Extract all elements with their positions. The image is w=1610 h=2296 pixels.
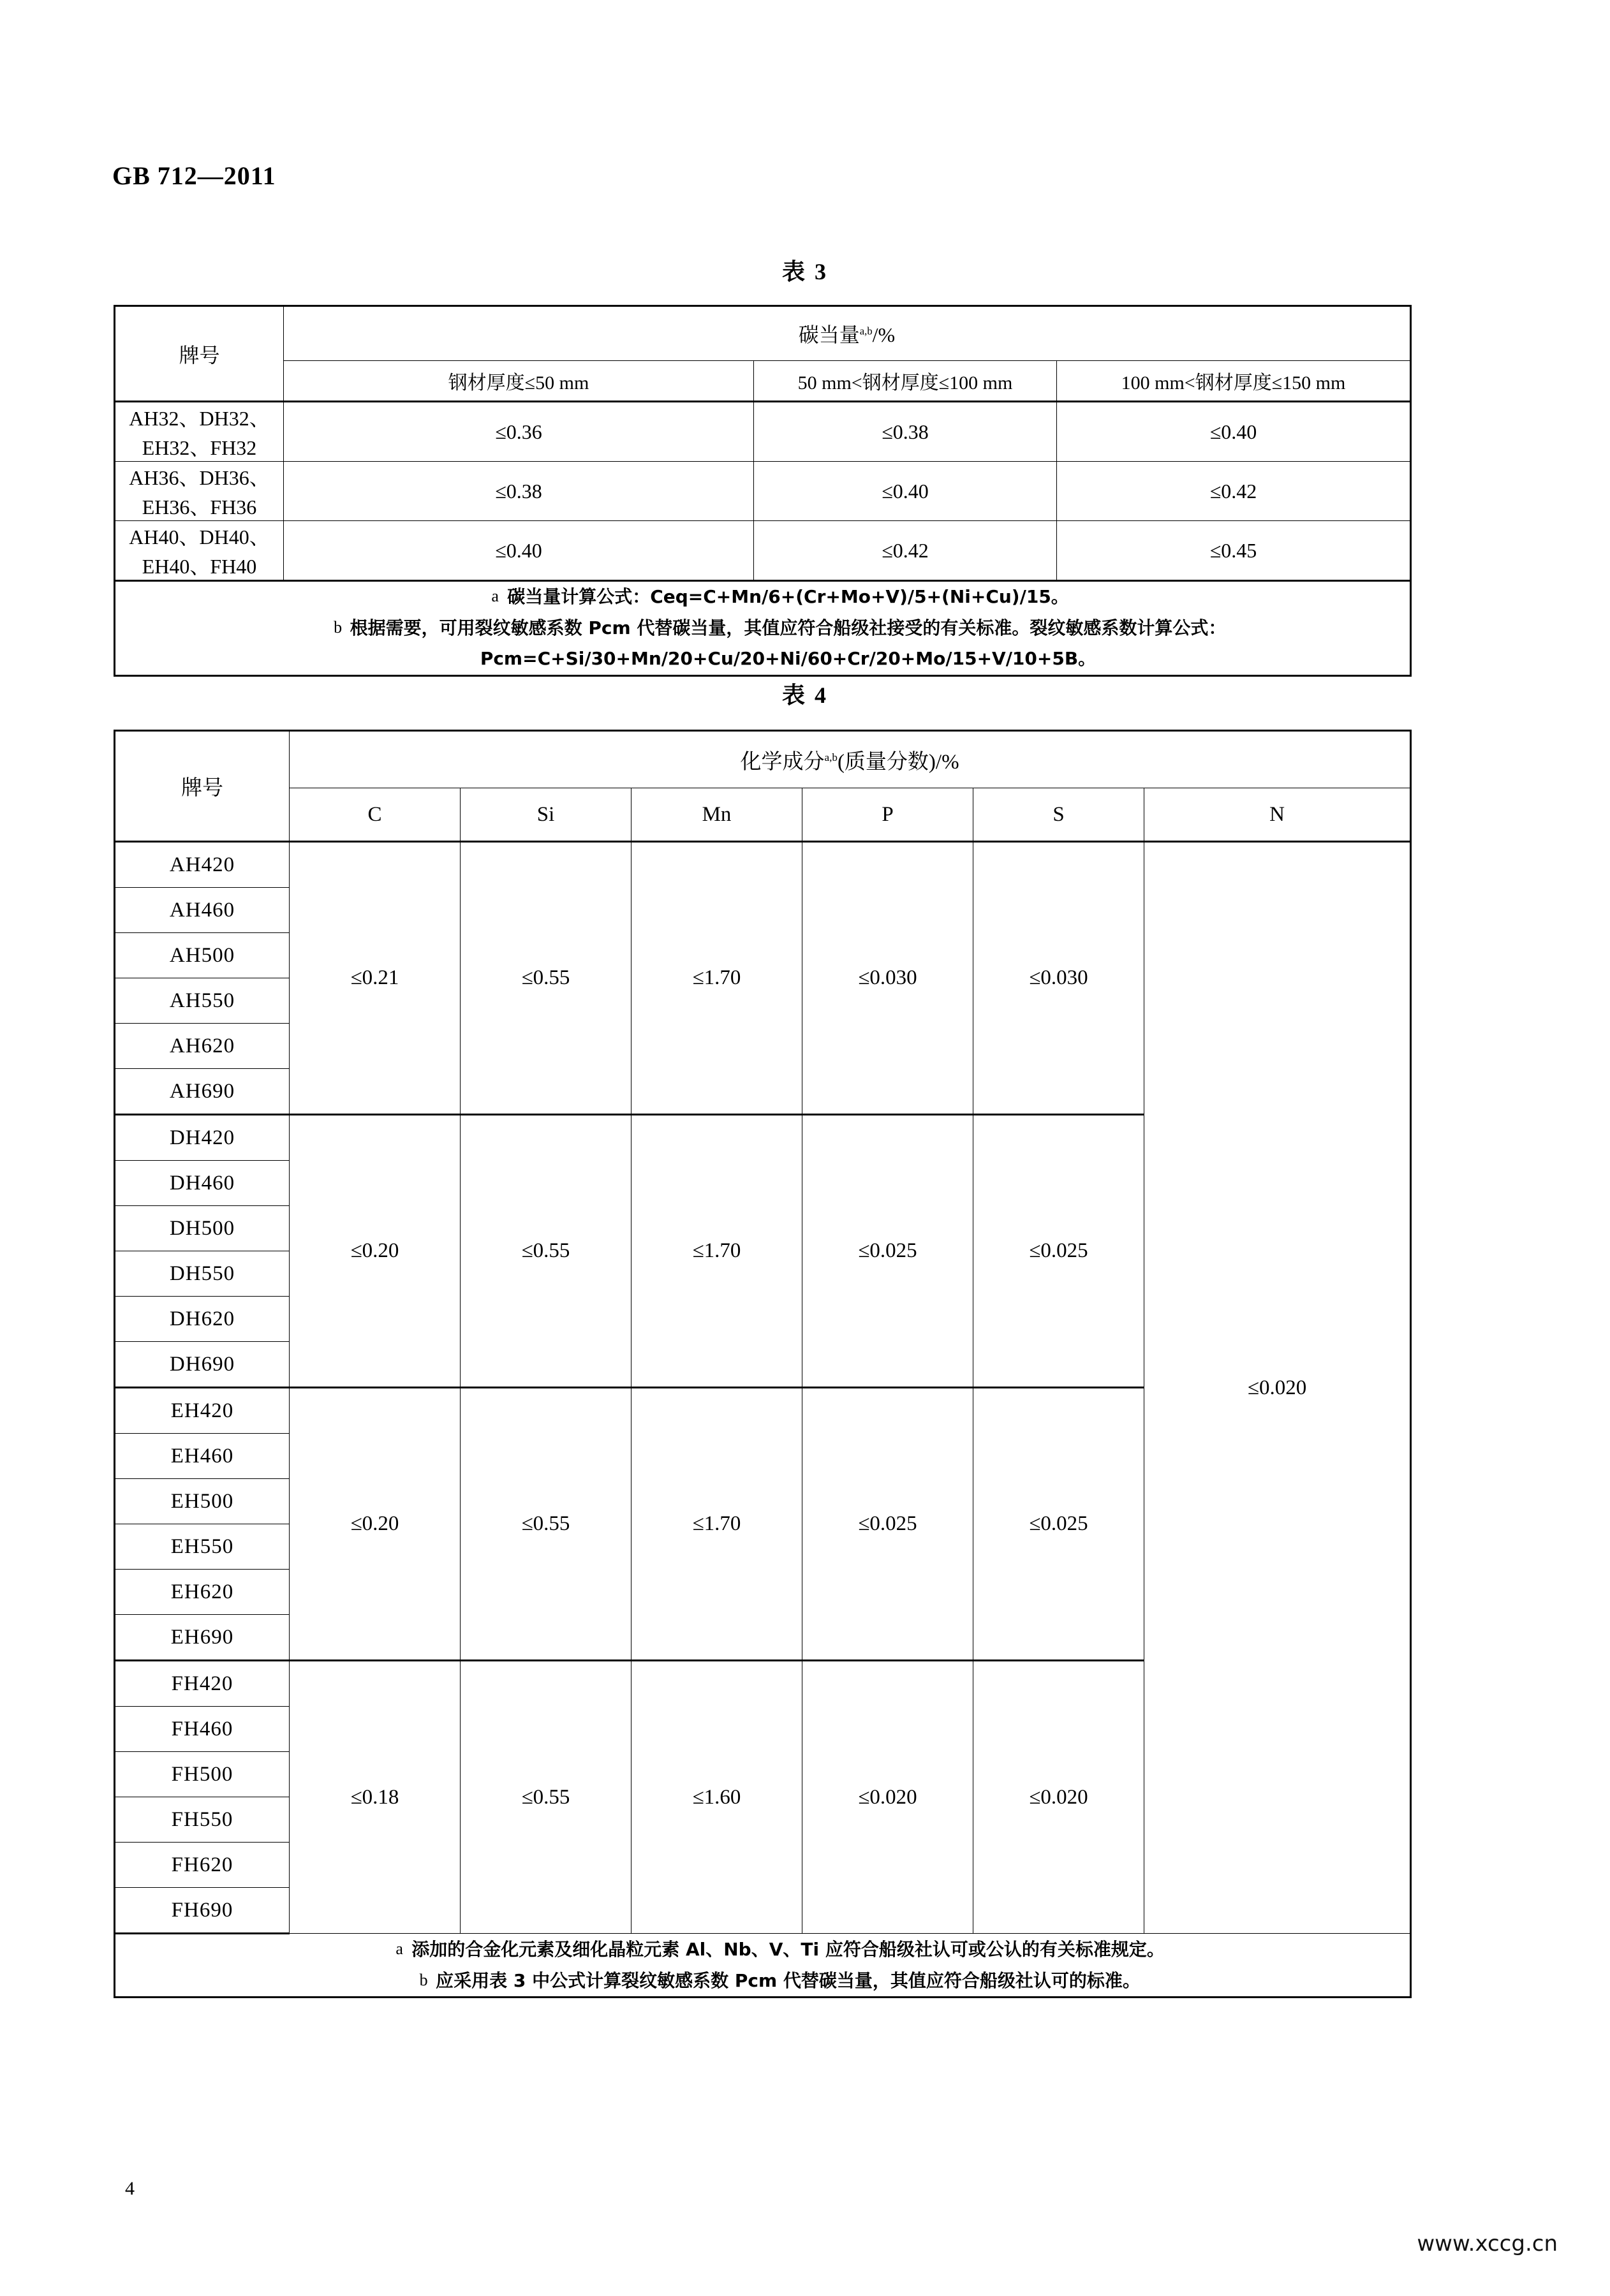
footnote-formula: Pcm=C+Si/30+Mn/20+Cu/20+Ni/60+Cr/20+Mo/15+V/10+5B。 bbox=[480, 648, 1097, 670]
table-3-grade: AH32、DH32、EH32、FH32 bbox=[115, 402, 284, 462]
table-4-grade: DH690 bbox=[115, 1342, 290, 1388]
group-header-unit: /% bbox=[872, 323, 896, 346]
table-4-subheader-mn: Mn bbox=[631, 788, 802, 842]
table-4-value-s: ≤0.025 bbox=[973, 1115, 1144, 1388]
table-3-header-row-1 bbox=[115, 306, 1411, 361]
table-4-value-mn: ≤1.70 bbox=[631, 1388, 802, 1661]
table-row bbox=[115, 462, 1411, 521]
footnote-b bbox=[115, 613, 1410, 644]
page-number: 4 bbox=[125, 2178, 135, 2199]
group-header-sup: a,b bbox=[824, 751, 838, 763]
table-3-group-header bbox=[284, 306, 1411, 361]
table-4-grade: FH500 bbox=[115, 1752, 290, 1797]
table-4-grade: EH420 bbox=[115, 1388, 290, 1434]
table-4-value-mn: ≤1.70 bbox=[631, 1115, 802, 1388]
table-4-grade: AH500 bbox=[115, 933, 290, 978]
table-4-value-p: ≤0.030 bbox=[802, 842, 973, 1115]
table-4-grade: EH460 bbox=[115, 1434, 290, 1479]
table-4-subheader-c: C bbox=[290, 788, 461, 842]
table-4-value-si: ≤0.55 bbox=[461, 1661, 631, 1934]
table-3-value: ≤0.45 bbox=[1057, 521, 1411, 581]
table-4-notes-row bbox=[115, 1934, 1411, 1998]
table-4-subheader-s: S bbox=[973, 788, 1144, 842]
footnote-marker: a bbox=[395, 1939, 403, 1958]
table-row bbox=[115, 402, 1411, 462]
group-header-main: 碳当量 bbox=[798, 323, 860, 346]
table-4-grade: DH500 bbox=[115, 1206, 290, 1251]
table-4-value-n: ≤0.020 bbox=[1144, 842, 1411, 1934]
footnote-b-continuation bbox=[115, 644, 1410, 675]
table-4-header-row-1 bbox=[115, 731, 1411, 788]
table-4-grade: FH690 bbox=[115, 1888, 290, 1934]
table-4-grade: FH620 bbox=[115, 1843, 290, 1888]
footnote-marker: b bbox=[419, 1970, 428, 1989]
footnote-text: 根据需要，可用裂纹敏感系数 Pcm 代替碳当量，其值应符合船级社接受的有关标准。裂纹敏感系数计算公式： bbox=[350, 617, 1227, 638]
table-4-grid bbox=[114, 730, 1412, 1998]
table-4-grade: DH460 bbox=[115, 1161, 290, 1206]
table-4-grade: DH420 bbox=[115, 1115, 290, 1161]
table-4-value-mn: ≤1.70 bbox=[631, 842, 802, 1115]
table-4-value-c: ≤0.20 bbox=[290, 1115, 461, 1388]
table-4-notes bbox=[115, 1934, 1411, 1998]
group-header-main: 化学成分 bbox=[740, 750, 825, 774]
footnote-text: 碳当量计算公式：Ceq=C+Mn/6+(Cr+Mo+V)/5+(Ni+Cu)/15。 bbox=[507, 586, 1069, 607]
table-3-header-row-2 bbox=[115, 361, 1411, 402]
running-header: GB 712—2011 bbox=[112, 161, 276, 190]
table-3-subheader-3: 100 mm<钢材厚度≤150 mm bbox=[1057, 361, 1411, 402]
table-3-value: ≤0.38 bbox=[754, 402, 1057, 462]
table-4-subheader-p: P bbox=[802, 788, 973, 842]
table-3-notes bbox=[115, 581, 1411, 676]
footnote-text: 应采用表 3 中公式计算裂纹敏感系数 Pcm 代替碳当量，其值应符合船级社认可的标准。 bbox=[436, 1969, 1141, 1991]
table-4-value-si: ≤0.55 bbox=[461, 1115, 631, 1388]
table-3-notes-row bbox=[115, 581, 1411, 676]
table-row bbox=[115, 521, 1411, 581]
table-3-value: ≤0.40 bbox=[284, 521, 754, 581]
table-4-group-header bbox=[290, 731, 1411, 788]
table-4-value-s: ≤0.020 bbox=[973, 1661, 1144, 1934]
table-4-grade: AH420 bbox=[115, 842, 290, 888]
table-4-caption: 表 4 bbox=[781, 682, 828, 708]
watermark: www.xccg.cn bbox=[1417, 2231, 1558, 2256]
table-4-grade: EH690 bbox=[115, 1615, 290, 1661]
table-4-value-c: ≤0.21 bbox=[290, 842, 461, 1115]
table-4-grade: FH460 bbox=[115, 1707, 290, 1752]
footnote-text: 添加的合金化元素及细化晶粒元素 Al、Nb、V、Ti 应符合船级社认可或公认的有关标准规定。 bbox=[411, 1939, 1165, 1960]
table-4-grade: AH460 bbox=[115, 888, 290, 933]
table-3-grid bbox=[114, 305, 1412, 677]
group-header-rest: (质量分数)/% bbox=[837, 750, 959, 774]
table-4-value-p: ≤0.025 bbox=[802, 1388, 973, 1661]
footnote-marker: b bbox=[334, 617, 343, 637]
table-3-value: ≤0.40 bbox=[1057, 402, 1411, 462]
table-4-value-si: ≤0.55 bbox=[461, 1388, 631, 1661]
table-3 bbox=[114, 305, 1410, 677]
table-4-value-c: ≤0.20 bbox=[290, 1388, 461, 1661]
table-4-value-p: ≤0.025 bbox=[802, 1115, 973, 1388]
table-4-subheader-n: N bbox=[1144, 788, 1411, 842]
table-4-subheader-si: Si bbox=[461, 788, 631, 842]
footnote-marker: a bbox=[491, 587, 499, 605]
table-4-grade: EH500 bbox=[115, 1479, 290, 1524]
footnote-a bbox=[115, 1934, 1410, 1966]
table-4-grade: EH550 bbox=[115, 1524, 290, 1570]
table-4-grade: AH690 bbox=[115, 1069, 290, 1115]
table-3-value: ≤0.38 bbox=[284, 462, 754, 521]
table-3-subheader-2: 50 mm<钢材厚度≤100 mm bbox=[754, 361, 1057, 402]
table-4 bbox=[114, 730, 1410, 1998]
table-4-value-c: ≤0.18 bbox=[290, 1661, 461, 1934]
table-4-grade: AH550 bbox=[115, 978, 290, 1024]
table-row bbox=[115, 842, 1411, 888]
table-4-value-s: ≤0.030 bbox=[973, 842, 1144, 1115]
table-3-value: ≤0.42 bbox=[754, 521, 1057, 581]
group-header-sup: a,b bbox=[859, 325, 873, 337]
table-4-value-p: ≤0.020 bbox=[802, 1661, 973, 1934]
table-4-grade: FH420 bbox=[115, 1661, 290, 1707]
table-4-grade: EH620 bbox=[115, 1570, 290, 1615]
table-4-value-mn: ≤1.60 bbox=[631, 1661, 802, 1934]
footnote-a bbox=[115, 582, 1410, 613]
table-3-value: ≤0.42 bbox=[1057, 462, 1411, 521]
table-4-grade: FH550 bbox=[115, 1797, 290, 1843]
table-3-subheader-1: 钢材厚度≤50 mm bbox=[284, 361, 754, 402]
table-3-grade: AH36、DH36、EH36、FH36 bbox=[115, 462, 284, 521]
footnote-b bbox=[115, 1966, 1410, 1997]
table-4-grade: DH550 bbox=[115, 1251, 290, 1297]
table-4-value-s: ≤0.025 bbox=[973, 1388, 1144, 1661]
table-3-grade: AH40、DH40、EH40、FH40 bbox=[115, 521, 284, 581]
table-4-header-row-2 bbox=[115, 788, 1411, 842]
table-3-grade-header: 牌号 bbox=[115, 306, 284, 402]
table-4-grade: AH620 bbox=[115, 1024, 290, 1069]
table-4-grade-header: 牌号 bbox=[115, 731, 290, 842]
table-3-caption: 表 3 bbox=[781, 259, 828, 284]
table-3-value: ≤0.40 bbox=[754, 462, 1057, 521]
table-4-grade: DH620 bbox=[115, 1297, 290, 1342]
table-3-value: ≤0.36 bbox=[284, 402, 754, 462]
table-4-value-si: ≤0.55 bbox=[461, 842, 631, 1115]
